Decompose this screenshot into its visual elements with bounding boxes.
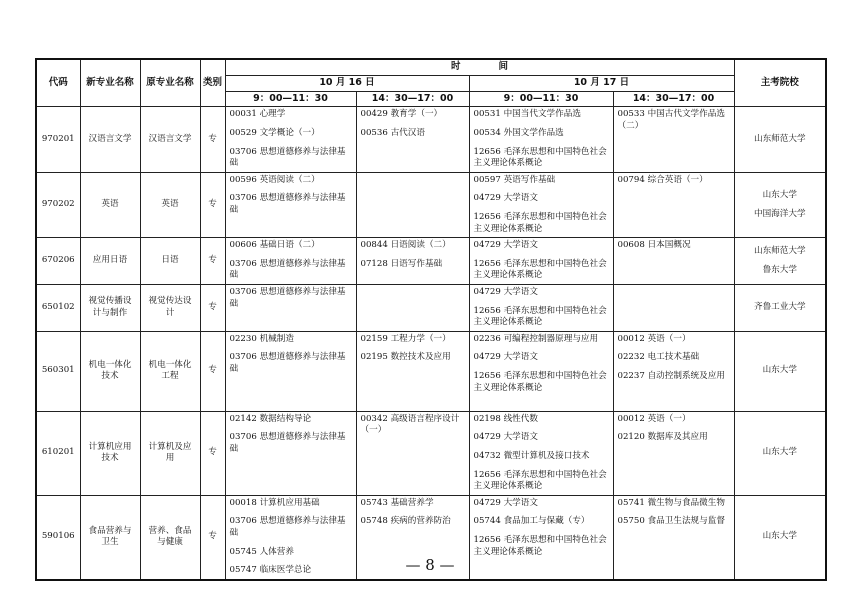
course-item: 07128 日语写作基础	[360, 258, 443, 269]
course-item: 04729 大学语文	[473, 240, 538, 251]
cell-old-major: 计算机及应用	[140, 411, 200, 495]
course-item: 04729 大学语文	[473, 352, 538, 363]
header-day1-pm: 14：30—17：00	[356, 91, 469, 107]
course-item: 00606 基础日语（二）	[229, 240, 320, 251]
header-code: 代码	[36, 59, 80, 107]
course-item: 12656 毛泽东思想和中国特色社会主义理论体系概论	[473, 146, 607, 169]
course-item: 00012 英语（一）	[617, 333, 691, 344]
cell-code: 590106	[36, 495, 80, 579]
course-item: 12656 毛泽东思想和中国特色社会主义理论体系概论	[473, 305, 607, 328]
cell-new-major: 视觉传播设计与制作	[80, 284, 140, 331]
header-old-major: 原专业名称	[140, 59, 200, 107]
course-item: 山东大学	[762, 447, 797, 458]
course-item: 05750 食品卫生法规与监督	[617, 516, 725, 527]
course-item: 04729 大学语文	[473, 286, 538, 297]
cell-new-major: 汉语言文学	[80, 107, 140, 172]
header-day2-pm: 14：30—17：00	[613, 91, 734, 107]
cell-level: 专	[200, 238, 225, 285]
cell-level: 专	[200, 284, 225, 331]
cell-day2-am	[469, 411, 613, 495]
header-school: 主考院校	[734, 59, 826, 107]
cell-level: 专	[200, 107, 225, 172]
course-item: 12656 毛泽东思想和中国特色社会主义理论体系概论	[473, 258, 607, 281]
cell-day1-am	[225, 411, 356, 495]
cell-school	[734, 284, 826, 331]
header-day2-am: 9：00—11：30	[469, 91, 613, 107]
course-item: 中国海洋大学	[753, 208, 806, 219]
course-item: 00012 英语（一）	[617, 413, 691, 424]
header-new-major: 新专业名称	[80, 59, 140, 107]
course-item: 03706 思想道德修养与法律基础	[229, 516, 346, 538]
cell-code: 970201	[36, 107, 80, 172]
course-item: 12656 毛泽东思想和中国特色社会主义理论体系概论	[473, 469, 607, 492]
course-item: 03706 思想道德修养与法律基础	[229, 193, 346, 215]
course-item: 山东大学	[762, 531, 797, 542]
cell-day2-am	[469, 107, 613, 172]
header-time: 时 间	[225, 59, 734, 75]
course-item: 03706 思想道德修养与法律基础	[229, 352, 346, 374]
cell-code: 610201	[36, 411, 80, 495]
course-item: 00531 中国当代文学作品选	[473, 109, 581, 120]
cell-code: 650102	[36, 284, 80, 331]
cell-day2-pm	[613, 411, 734, 495]
header-day-1: 10 月 16 日	[225, 75, 469, 91]
header-level: 类别	[200, 59, 225, 107]
course-item: 00529 文学概论（一）	[229, 128, 320, 139]
course-item: 山东大学	[762, 189, 797, 200]
cell-new-major: 机电一体化技术	[80, 331, 140, 411]
course-item: 05745 人体营养	[229, 546, 294, 557]
cell-day1-pm	[356, 238, 469, 285]
course-item: 00794 综合英语（一）	[617, 174, 708, 185]
course-item: 鲁东大学	[762, 264, 797, 275]
cell-school	[734, 172, 826, 237]
course-item: 00536 古代汉语	[360, 128, 425, 139]
exam-schedule-table	[35, 58, 827, 581]
cell-day1-pm	[356, 411, 469, 495]
cell-old-major: 汉语言文学	[140, 107, 200, 172]
cell-day1-am	[225, 172, 356, 237]
cell-day2-pm	[613, 331, 734, 411]
cell-code: 970202	[36, 172, 80, 237]
course-item: 02236 可编程控制器原理与应用	[473, 333, 599, 344]
cell-new-major: 英语	[80, 172, 140, 237]
table-row	[36, 331, 826, 411]
cell-day2-pm	[613, 238, 734, 285]
cell-day2-pm	[613, 284, 734, 331]
course-item: 山东师范大学	[753, 133, 806, 144]
cell-day2-am	[469, 172, 613, 237]
course-item: 03706 思想道德修养与法律基础	[229, 146, 346, 169]
course-item: 齐鲁工业大学	[753, 302, 806, 313]
course-item: 05747 临床医学总论	[229, 565, 312, 576]
header-day1-am: 9：00—11：30	[225, 91, 356, 107]
course-item: 04732 微型计算机及接口技术	[473, 450, 590, 461]
cell-level: 专	[200, 172, 225, 237]
cell-new-major: 应用日语	[80, 238, 140, 285]
table-row	[36, 284, 826, 331]
course-item: 00018 计算机应用基础	[229, 497, 320, 508]
course-item: 02232 电工技术基础	[617, 352, 700, 363]
course-item: 02142 数据结构导论	[229, 413, 312, 424]
table-row	[36, 172, 826, 237]
course-item: 山东师范大学	[753, 245, 806, 256]
course-item: 04729 大学语文	[473, 193, 538, 204]
cell-day1-pm	[356, 284, 469, 331]
course-item: 12656 毛泽东思想和中国特色社会主义理论体系概论	[473, 212, 607, 234]
cell-day1-pm	[356, 331, 469, 411]
cell-school	[734, 238, 826, 285]
cell-old-major: 机电一体化工程	[140, 331, 200, 411]
cell-school	[734, 411, 826, 495]
course-item: 00608 日本国概况	[617, 240, 691, 251]
cell-school	[734, 107, 826, 172]
course-item: 00533 中国古代文学作品选（二）	[617, 109, 725, 132]
cell-day2-am	[469, 284, 613, 331]
cell-day1-am	[225, 331, 356, 411]
course-item: 02159 工程力学（一）	[360, 333, 451, 344]
cell-day1-pm	[356, 107, 469, 172]
cell-school	[734, 331, 826, 411]
cell-day2-pm	[613, 172, 734, 237]
cell-code: 670206	[36, 238, 80, 285]
course-item: 00342 高级语言程序设计（一）	[360, 413, 460, 436]
cell-level: 专	[200, 495, 225, 579]
cell-new-major: 食品营养与卫生	[80, 495, 140, 579]
course-item: 03706 思想道德修养与法律基础	[229, 432, 346, 454]
cell-day1-am	[225, 107, 356, 172]
header-day-2: 10 月 17 日	[469, 75, 734, 91]
table-row	[36, 107, 826, 172]
table-row	[36, 411, 826, 495]
course-item: 03706 思想道德修养与法律基础	[229, 286, 346, 309]
course-item: 00534 外国文学作品选	[473, 128, 564, 139]
cell-day2-pm	[613, 107, 734, 172]
table-row	[36, 238, 826, 285]
course-item: 00597 英语写作基础	[473, 174, 556, 185]
course-item: 05741 微生物与食品微生物	[617, 497, 725, 508]
cell-code: 560301	[36, 331, 80, 411]
course-item: 00596 英语阅读（二）	[229, 174, 320, 185]
cell-old-major: 英语	[140, 172, 200, 237]
course-item: 00429 教育学（一）	[360, 109, 443, 120]
course-item: 山东大学	[762, 365, 797, 376]
course-item: 02198 线性代数	[473, 413, 538, 424]
cell-old-major: 视觉传达设计	[140, 284, 200, 331]
course-item: 04729 大学语文	[473, 497, 538, 508]
course-item: 02195 数控技术及应用	[360, 352, 451, 363]
course-item: 05744 食品加工与保藏（专）	[473, 516, 590, 527]
course-item: 00844 日语阅读（二）	[360, 240, 451, 251]
table-body	[36, 107, 826, 580]
cell-old-major: 营养、食品与健康	[140, 495, 200, 579]
course-item: 00031 心理学	[229, 109, 286, 120]
cell-level: 专	[200, 411, 225, 495]
course-item: 03706 思想道德修养与法律基础	[229, 258, 346, 281]
cell-day2-am	[469, 238, 613, 285]
cell-new-major: 计算机应用技术	[80, 411, 140, 495]
page-number: — 8 —	[405, 556, 455, 574]
cell-day1-am	[225, 284, 356, 331]
cell-day1-pm	[356, 172, 469, 237]
course-item: 04729 大学语文	[473, 432, 538, 443]
course-item: 02237 自动控制系统及应用	[617, 370, 725, 381]
course-item: 05743 基础营养学	[360, 497, 434, 508]
course-item: 05748 疾病的营养防治	[360, 516, 451, 527]
cell-day2-am	[469, 331, 613, 411]
course-item: 02120 数据库及其应用	[617, 432, 708, 443]
cell-old-major: 日语	[140, 238, 200, 285]
course-item: 12656 毛泽东思想和中国特色社会主义理论体系概论	[473, 534, 607, 557]
course-item: 12656 毛泽东思想和中国特色社会主义理论体系概论	[473, 370, 607, 393]
cell-day1-am	[225, 238, 356, 285]
cell-level: 专	[200, 331, 225, 411]
course-item: 02230 机械制造	[229, 333, 294, 344]
